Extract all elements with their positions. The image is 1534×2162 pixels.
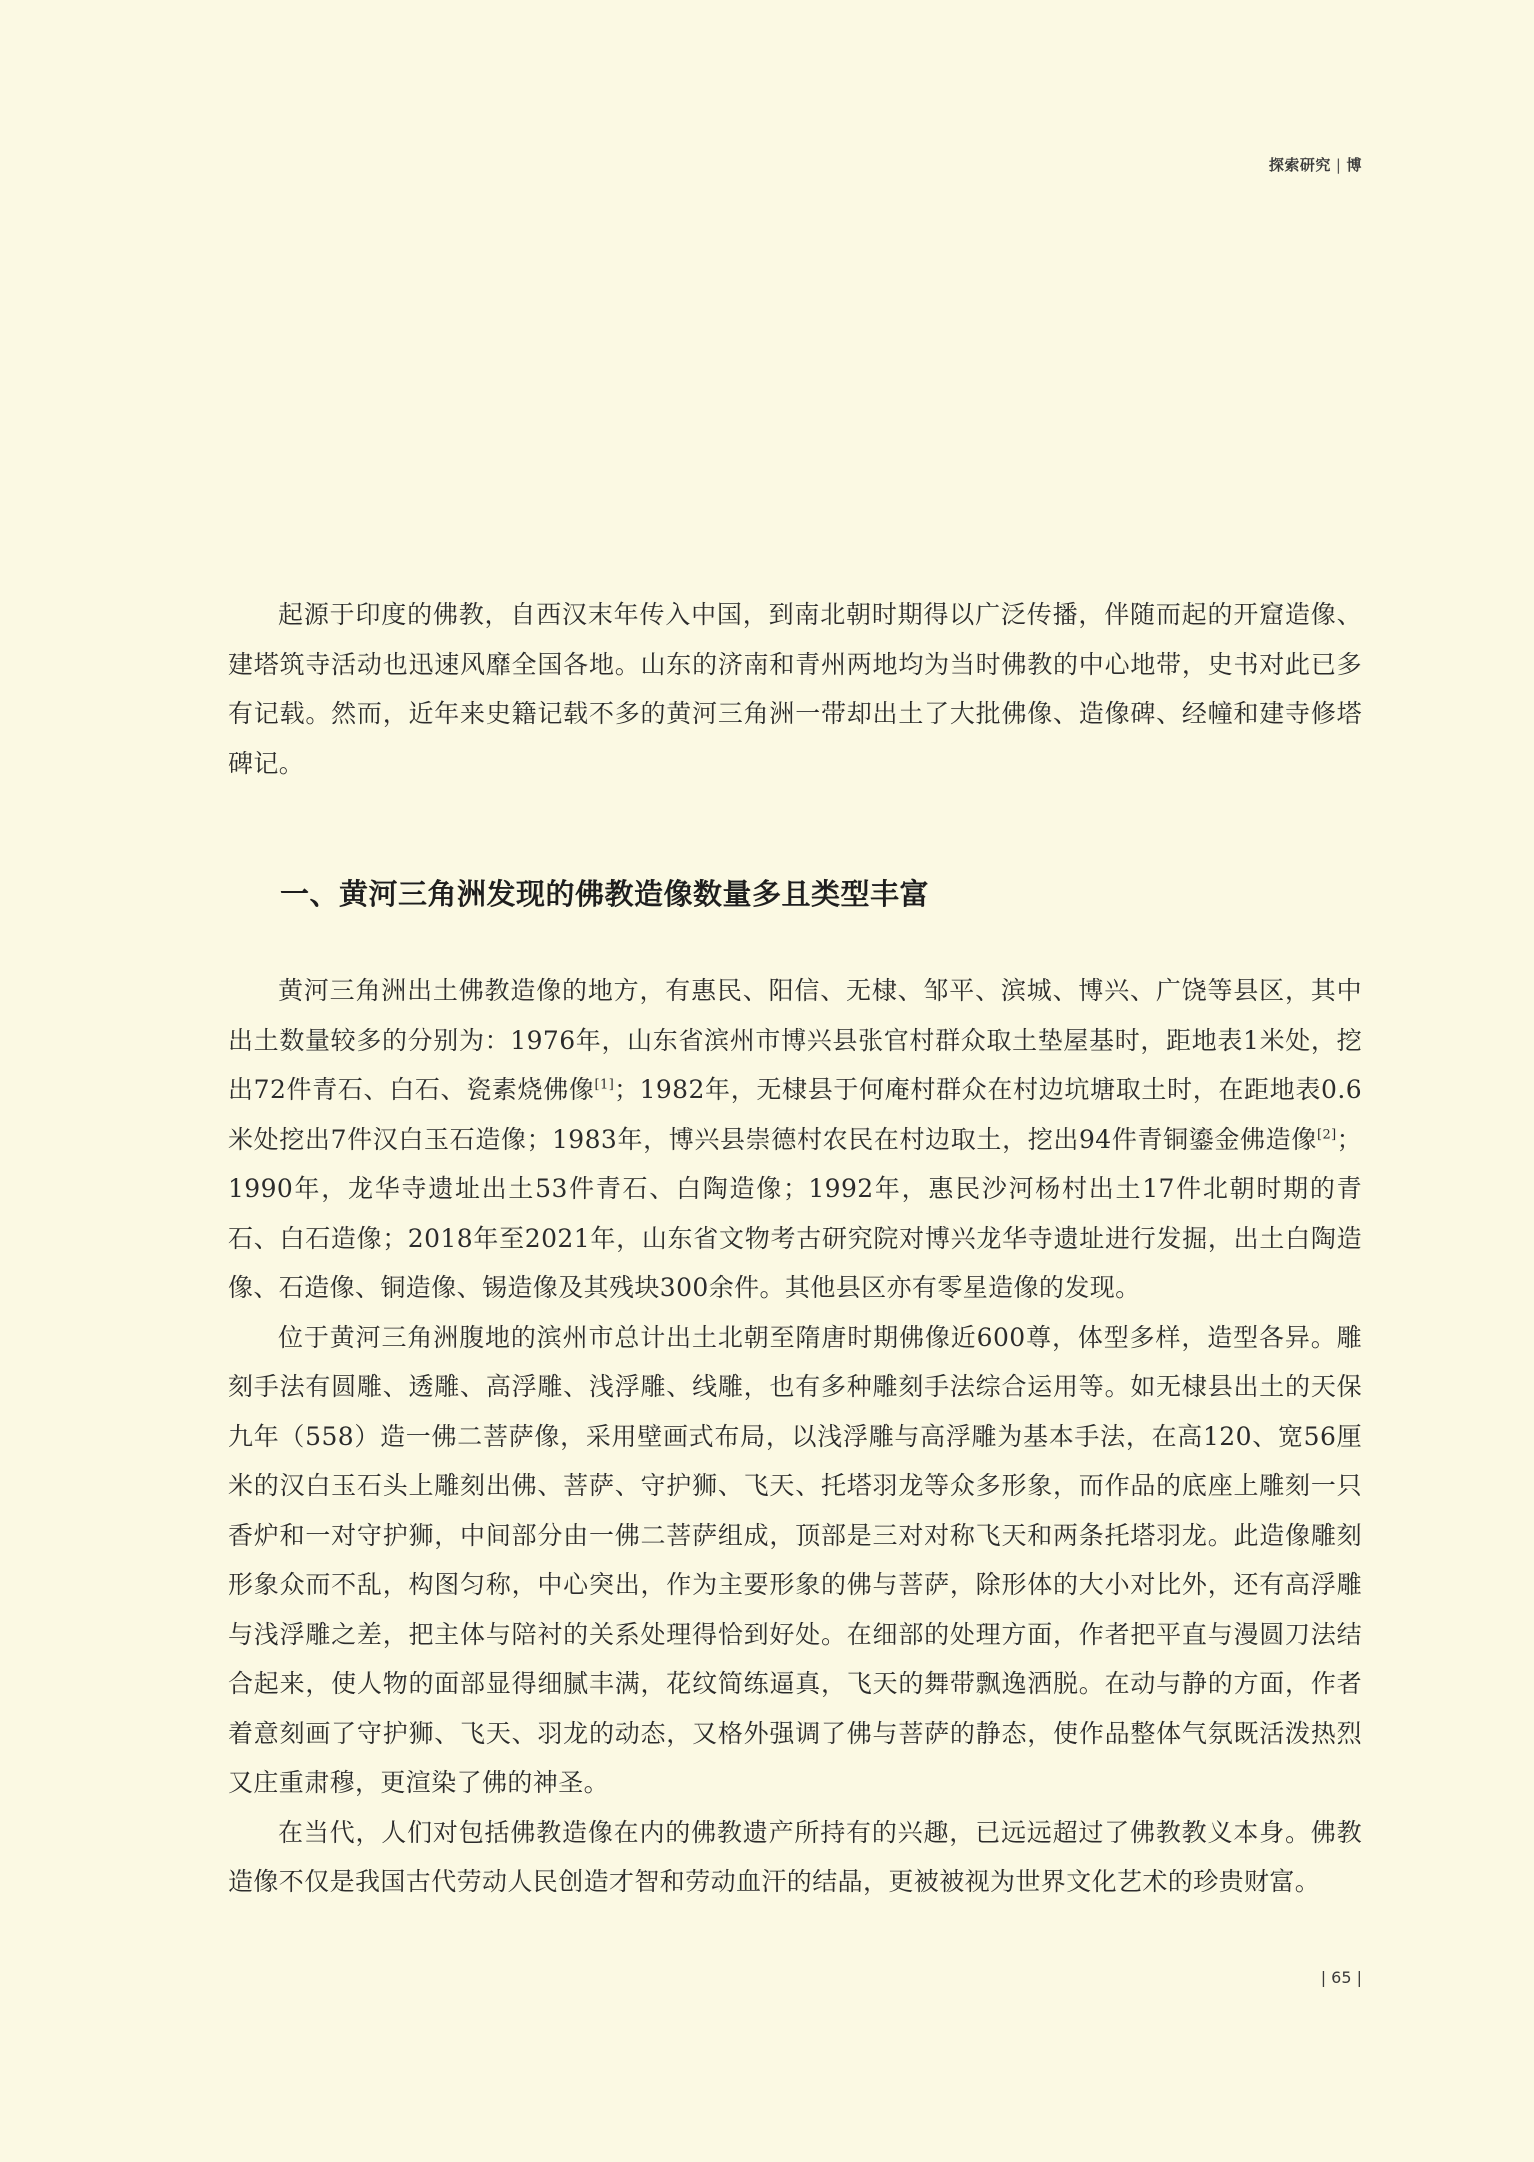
header-separator: | [1335, 156, 1342, 174]
footnote-ref-1[interactable]: [1] [594, 1077, 615, 1093]
body-paragraph-1-part-3: ；1990年，龙华寺遗址出土53件青石、白陶造像；1992年，惠民沙河杨村出土17件北朝时期的青石、白石造像；2018年至2021年，山东省文物考古研究院对博兴龙华寺遗址进行发掘，出土白陶造像、石造像、铜造像、锡造像及其残块300余件。其他县区亦有零星造像的发现。 [228, 1124, 1362, 1302]
section-body [228, 966, 1362, 1907]
footnote-ref-2[interactable]: [2] [1316, 1127, 1337, 1143]
running-header [1269, 154, 1362, 175]
body-paragraph-2: 位于黄河三角洲腹地的滨州市总计出土北朝至隋唐时期佛像近600尊，体型多样，造型各异。雕刻手法有圆雕、透雕、高浮雕、浅浮雕、线雕，也有多种雕刻手法综合运用等。如无棣县出土的天保九年（558）造一佛二菩萨像，采用壁画式布局，以浅浮雕与高浮雕为基本手法，在高120、宽56厘米的汉白玉石头上雕刻出佛、菩萨、守护狮、飞天、托塔羽龙等众多形象，而作品的底座上雕刻一只香炉和一对守护狮，中间部分由一佛二菩萨组成，顶部是三对对称飞天和两条托塔羽龙。此造像雕刻形象众而不乱，构图匀称，中心突出，作为主要形象的佛与菩萨，除形体的大小对比外，还有高浮雕与浅浮雕之差，把主体与陪衬的关系处理得恰到好处。在细部的处理方面，作者把平直与漫圆刀法结合起来，使人物的面部显得细腻丰满，花纹简练逼真，飞天的舞带飘逸洒脱。在动与静的方面，作者着意刻画了守护狮、飞天、羽龙的动态，又格外强调了佛与菩萨的静态，使作品整体气氛既活泼热烈又庄重肃穆，更渲染了佛的神圣。 [228, 1322, 1362, 1797]
body-paragraph-1-part-2: ；1982年，无棣县于何庵村群众在村边坑塘取土时，在距地表0.6米处挖出7件汉白玉石造像；1983年，博兴县崇德村农民在村边取土，挖出94件青铜鎏金佛造像 [228, 1075, 1362, 1154]
header-section-label: 探索研究 [1268, 156, 1331, 174]
body-paragraph-1-part-1: 黄河三角洲出土佛教造像的地方，有惠民、阳信、无棣、邹平、滨城、博兴、广饶等县区，其中出土数量较多的分别为：1976年，山东省滨州市博兴县张官村群众取土垫屋基时，距地表1米处，挖出72件青石、白石、瓷素烧佛像 [228, 976, 1362, 1104]
body-paragraph-3: 在当代，人们对包括佛教造像在内的佛教遗产所持有的兴趣，已远远超过了佛教教义本身。佛教造像不仅是我国古代劳动人民创造才智和劳动血汗的结晶，更被被视为世界文化艺术的珍贵财富。 [228, 1817, 1362, 1896]
intro-block [228, 590, 1362, 788]
page-number: | 65 | [1320, 1968, 1362, 1987]
header-column-label: 博 [1346, 156, 1362, 174]
section-heading: 一、黄河三角洲发现的佛教造像数量多且类型丰富 [280, 877, 930, 911]
body-paragraph-1 [228, 966, 1362, 1313]
intro-paragraph: 起源于印度的佛教，自西汉末年传入中国，到南北朝时期得以广泛传播，伴随而起的开窟造像、建塔筑寺活动也迅速风靡全国各地。山东的济南和青州两地均为当时佛教的中心地带，史书对此已多有记载。然而，近年来史籍记载不多的黄河三角洲一带却出土了大批佛像、造像碑、经幢和建寺修塔碑记。 [228, 600, 1362, 778]
